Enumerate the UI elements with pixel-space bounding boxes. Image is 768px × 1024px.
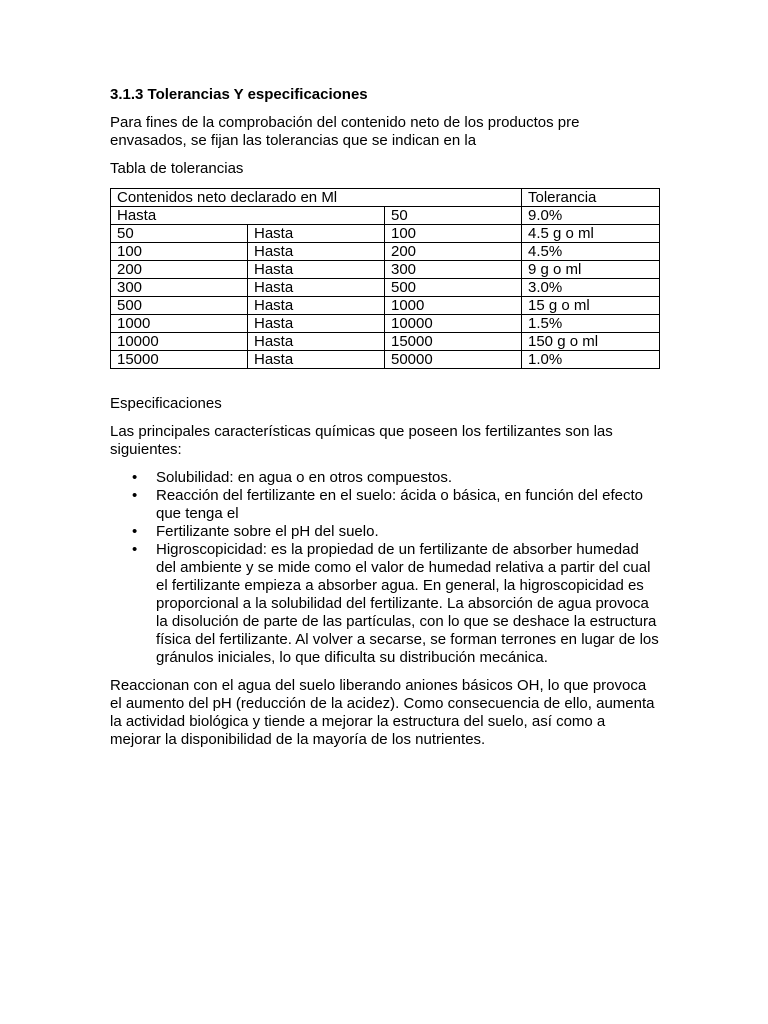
cell-tolerance: 9 g o ml [522, 261, 660, 279]
list-item: • Fertilizante sobre el pH del suelo. [156, 523, 660, 541]
cell-to: 1000 [385, 297, 522, 315]
cell-from: 50 [111, 225, 248, 243]
specs-intro: Las principales características químicas que poseen los fertilizantes son las siguientes: [110, 423, 613, 458]
table-row [111, 243, 660, 261]
table-row [111, 225, 660, 243]
cell-tolerance: 9.0% [522, 207, 660, 225]
specs-bullet-list [110, 469, 660, 667]
cell-to: 50 [385, 207, 522, 225]
cell-to: 100 [385, 225, 522, 243]
cell-to: 200 [385, 243, 522, 261]
cell-to: 300 [385, 261, 522, 279]
table-row [111, 297, 660, 315]
cell-label: Hasta [248, 351, 385, 369]
cell-tolerance: 1.0% [522, 351, 660, 369]
table-row [111, 315, 660, 333]
cell-from: 15000 [111, 351, 248, 369]
cell-from: 100 [111, 243, 248, 261]
closing-paragraph: Reaccionan con el agua del suelo liberando aniones básicos OH, lo que provoca el aumento del pH (reducción de la acidez). Como consecuencia de ello, aumenta la actividad biológica y tiende a mejorar la estructura del suelo, así como a mejorar la disponibilidad de la mayoría de los nutrientes. [110, 677, 655, 748]
section-heading: 3.1.3 Tolerancias Y especificaciones [110, 86, 368, 103]
cell-tolerance: 15 g o ml [522, 297, 660, 315]
table-caption: Tabla de tolerancias [110, 160, 244, 177]
header-tolerance-cell: Tolerancia [522, 189, 660, 207]
cell-tolerance: 4.5% [522, 243, 660, 261]
cell-label: Hasta [248, 333, 385, 351]
cell-label: Hasta [248, 297, 385, 315]
cell-label: Hasta [248, 279, 385, 297]
table-header-row [111, 189, 660, 207]
cell-label: Hasta [248, 243, 385, 261]
cell-tolerance: 4.5 g o ml [522, 225, 660, 243]
header-content-cell: Contenidos neto declarado en Ml [111, 189, 522, 207]
cell-from: 300 [111, 279, 248, 297]
table-row [111, 261, 660, 279]
cell-from: 500 [111, 297, 248, 315]
cell-tolerance: 3.0% [522, 279, 660, 297]
table-row [111, 351, 660, 369]
cell-from: 1000 [111, 315, 248, 333]
list-item: • Higroscopicidad: es la propiedad de un fertilizante de absorber humedad del ambiente y se mide como el valor de humedad relativa a partir del cual el fertilizante empieza a absorber agua. En general, la higroscopicidad es proporcional a la solubilidad del fertilizante. La absorción de agua provoca la disolución de parte de las partículas, con lo que se deshace la estructura física del fertilizante. Al volver a secarse, se forman terrones en lugar de los gránulos iniciales, lo que dificulta su distribución mecánica. [156, 541, 660, 667]
table-row [111, 279, 660, 297]
table-row [111, 207, 660, 225]
document-body [110, 86, 660, 759]
cell-to: 10000 [385, 315, 522, 333]
cell-tolerance: 150 g o ml [522, 333, 660, 351]
cell-to: 15000 [385, 333, 522, 351]
specs-title: Especificaciones [110, 395, 222, 412]
tolerance-table [110, 188, 660, 369]
table-row [111, 333, 660, 351]
cell-from: 10000 [111, 333, 248, 351]
cell-label: Hasta [248, 315, 385, 333]
intro-paragraph: Para fines de la comprobación del contenido neto de los productos pre envasados, se fijan las tolerancias que se indican en la [110, 114, 580, 149]
cell-to: 500 [385, 279, 522, 297]
cell-from: 200 [111, 261, 248, 279]
list-item: • Solubilidad: en agua o en otros compuestos. [156, 469, 660, 487]
cell-tolerance: 1.5% [522, 315, 660, 333]
cell-label: Hasta [248, 225, 385, 243]
list-item: • Reacción del fertilizante en el suelo: ácida o básica, en función del efecto que tenga el [156, 487, 660, 523]
cell-label: Hasta [111, 207, 385, 225]
cell-label: Hasta [248, 261, 385, 279]
cell-to: 50000 [385, 351, 522, 369]
